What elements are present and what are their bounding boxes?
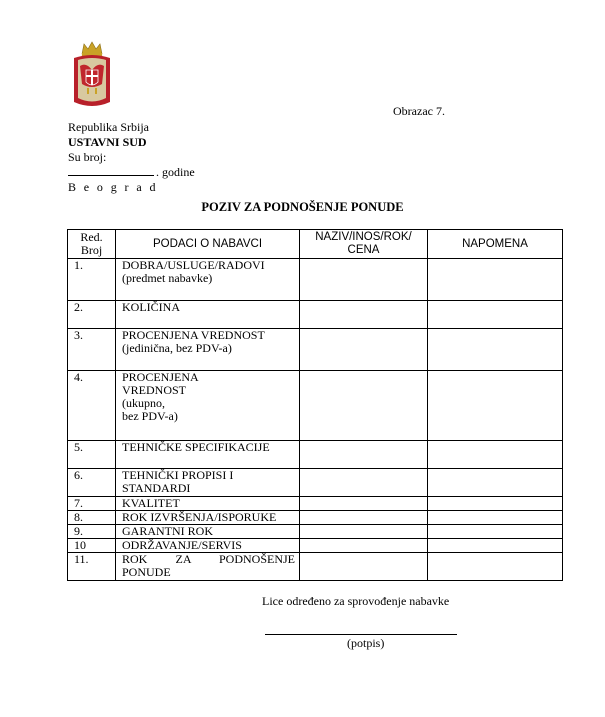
description-line: (predmet nabavke): [122, 271, 213, 285]
row-description: [116, 259, 300, 301]
row-note-cell[interactable]: [428, 539, 563, 553]
description-line: PONUDE: [122, 565, 171, 579]
procurement-table: [67, 229, 563, 581]
description-line: GARANTNI ROK: [122, 524, 213, 538]
document-title: POZIV ZA PODNOŠENJE PONUDE: [201, 200, 404, 214]
description-line: VREDNOST: [122, 383, 187, 397]
signature-line[interactable]: [265, 634, 457, 635]
description-line: ODRŽAVANJE/SERVIS: [122, 538, 242, 552]
row-description: [116, 511, 300, 525]
table-row: [68, 539, 563, 553]
row-description: [116, 469, 300, 497]
description-line: (ukupno,: [122, 396, 165, 410]
row-note-cell[interactable]: [428, 259, 563, 301]
row-number: 5.: [68, 441, 116, 469]
row-number: 4.: [68, 371, 116, 441]
description-line: PROCENJENA: [122, 370, 199, 384]
table-row: [68, 329, 563, 371]
country-name: Republika Srbija: [68, 120, 149, 134]
row-number: 9.: [68, 525, 116, 539]
row-value-cell[interactable]: [300, 553, 428, 581]
row-note-cell[interactable]: [428, 329, 563, 371]
description-line: DOBRA/USLUGE/RADOVI: [122, 258, 265, 272]
description-line: KOLIČINA: [122, 300, 180, 314]
row-value-cell[interactable]: [300, 329, 428, 371]
row-number: 7.: [68, 497, 116, 511]
col-header-number: Red. Broj: [68, 230, 116, 259]
row-description: [116, 371, 300, 441]
row-note-cell[interactable]: [428, 511, 563, 525]
row-value-cell[interactable]: [300, 469, 428, 497]
row-value-cell[interactable]: [300, 525, 428, 539]
row-number: 1.: [68, 259, 116, 301]
row-note-cell[interactable]: [428, 441, 563, 469]
table-row: [68, 371, 563, 441]
table-row: [68, 553, 563, 581]
row-value-cell[interactable]: [300, 441, 428, 469]
row-value-cell[interactable]: [300, 259, 428, 301]
description-line: PROCENJENA VREDNOST: [122, 328, 265, 342]
table-row: [68, 301, 563, 329]
row-description: [116, 553, 300, 581]
description-line: ROK ZA PODNOŠENJE: [122, 552, 295, 566]
responsible-person-label: Lice određeno za sprovođenje nabavke: [262, 594, 450, 608]
row-number: 11.: [68, 553, 116, 581]
row-description: [116, 301, 300, 329]
row-note-cell[interactable]: [428, 497, 563, 511]
row-description: [116, 497, 300, 511]
description-line: KVALITET: [122, 496, 180, 510]
table-row: [68, 259, 563, 301]
institution-name: USTAVNI SUD: [68, 135, 147, 149]
description-line: ROK IZVRŠENJA/ISPORUKE: [122, 510, 277, 524]
row-value-cell[interactable]: [300, 301, 428, 329]
description-line: (jedinična, bez PDV-a): [122, 341, 232, 355]
row-value-cell[interactable]: [300, 497, 428, 511]
row-note-cell[interactable]: [428, 371, 563, 441]
table-header-row: [68, 230, 563, 259]
form-number: Obrazac 7.: [393, 104, 445, 118]
row-number: 3.: [68, 329, 116, 371]
row-number: 6.: [68, 469, 116, 497]
row-note-cell[interactable]: [428, 525, 563, 539]
table-row: [68, 525, 563, 539]
row-value-cell[interactable]: [300, 511, 428, 525]
col-header-data: PODACI O NABAVCI: [116, 230, 300, 259]
table-row: [68, 441, 563, 469]
coat-of-arms: [70, 40, 114, 110]
col-header-name-price: NAZIV/INOS/ROK/ CENA: [300, 230, 428, 259]
row-description: [116, 441, 300, 469]
description-line: TEHNIČKE SPECIFIKACIJE: [122, 440, 270, 454]
signature-caption: (potpis): [347, 636, 385, 650]
description-line: bez PDV-a): [122, 409, 178, 423]
row-note-cell[interactable]: [428, 469, 563, 497]
sender-header: [68, 120, 195, 195]
row-description: [116, 525, 300, 539]
row-number: 2.: [68, 301, 116, 329]
row-note-cell[interactable]: [428, 553, 563, 581]
col-header-note: NAPOMENA: [428, 230, 563, 259]
row-value-cell[interactable]: [300, 539, 428, 553]
row-note-cell[interactable]: [428, 301, 563, 329]
table-row: [68, 469, 563, 497]
table-row: [68, 497, 563, 511]
description-line: STANDARDI: [122, 481, 191, 495]
row-number: 10: [68, 539, 116, 553]
row-description: [116, 329, 300, 371]
date-blank-line: [68, 165, 154, 176]
row-value-cell[interactable]: [300, 371, 428, 441]
case-number-label: Su broj:: [68, 150, 107, 164]
date-suffix: . godine: [156, 165, 195, 179]
row-description: [116, 539, 300, 553]
row-number: 8.: [68, 511, 116, 525]
description-line: TEHNIČKI PROPISI I: [122, 468, 234, 482]
table-row: [68, 511, 563, 525]
date-field: [68, 165, 195, 180]
city-name: B e o g r a d: [68, 180, 158, 194]
